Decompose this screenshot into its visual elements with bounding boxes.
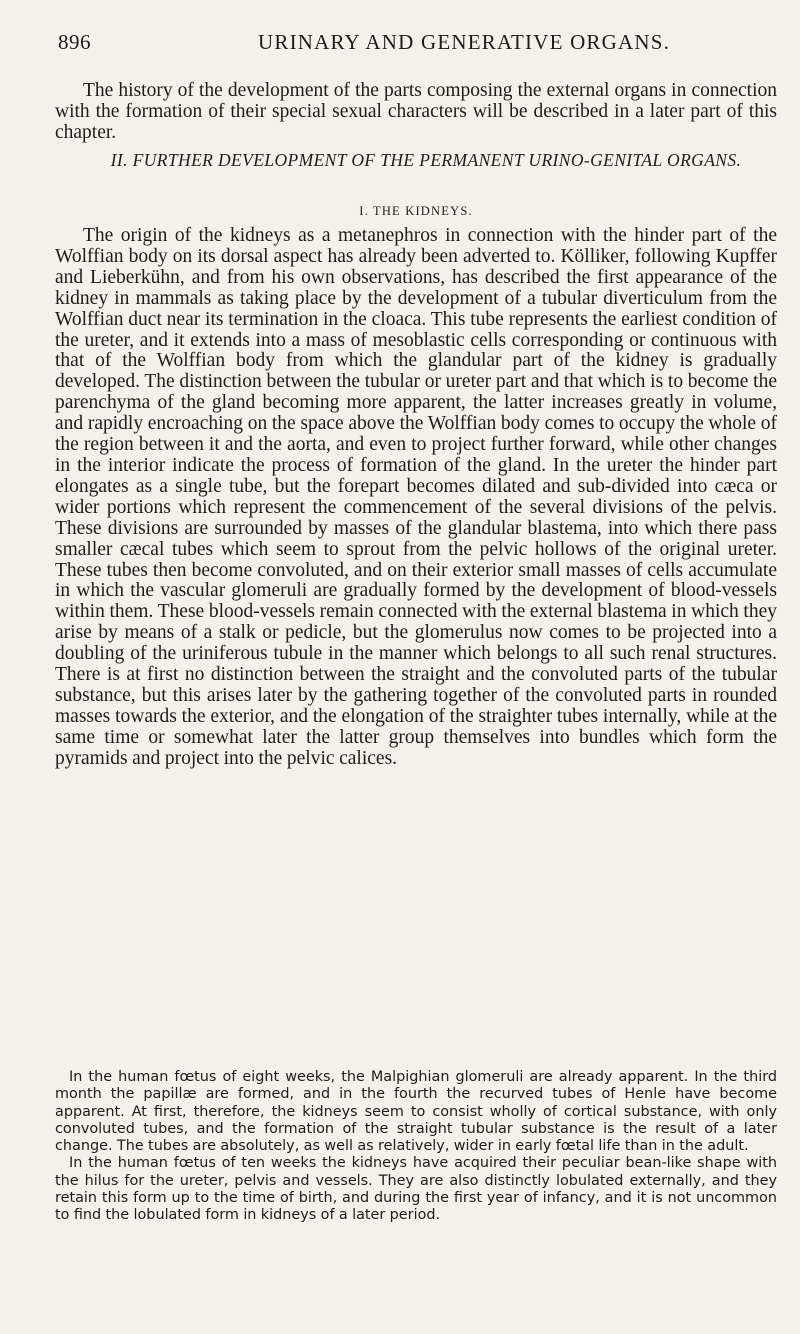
note-paragraph: In the human fœtus of eight weeks, the Malpighian glomeruli are already apparent. In the third month the papillæ are formed, and in the fourth the recurved tubes of Henle have become apparent. At first, therefore, the kidneys seem to consist wholly of cortical substance, with only convoluted tubes, and the formation of the straight tubular substance is the result of a later change. The tubes are absolutely, as well as relatively, wider in early fœtal life than in the adult. xyxy=(55,1069,777,1155)
main-paragraph: The origin of the kidneys as a metanephros in connection with the hinder part of the Wolffian body on its dorsal aspect has already been adverted to. Kölliker, following Kupffer and Lieberkühn, and from his own observations, has described the first appearance of the kidney in mammals as taking place by the development of a tubular diverticulum from the Wolffian duct near its termination in the cloaca. This tube represents the earliest condition of the ureter, and it extends into a mass of mesoblastic cells corresponding or continuous with that of the Wolffian body from which the glandular part of the kidney is gradually developed. The distinction between the tubular or ureter part and that which is to become the parenchyma of the gland becoming more apparent, the latter increases greatly in volume, and rapidly encroaching on the space above the Wolffian body comes to occupy the whole of the region between it and the aorta, and even to project further forward, while other changes in the interior indicate the process of formation of the gland. In the ureter the hinder part elongates as a single tube, but the forepart becomes dilated and sub-divided into cæca or wider portions which represent the commencement of the several divisions of the pelvis. These divisions are surrounded by masses of the glandular blastema, into which there pass smaller cæcal tubes which seem to sprout from the pelvic hollows of the original ureter. These tubes then become convoluted, and on their exterior small masses of cells accumulate in which the vascular glomeruli are gradually formed by the development of blood-vessels within them. These blood-vessels remain connected with the external blastema in which they arise by means of a stalk or pedicle, but the glomerulus now comes to be projected into a doubling of the uriniferous tubule in the manner which belongs to all such renal structures. There is at first no distinction between the straight and the convoluted parts of the tubular substance, but this arises later by the gathering together of the convoluted parts in rounded masses towards the exterior, and the elongation of the straighter tubes internally, while at the same time or somewhat later the latter group themselves into bundles which form the pyramids and project into the pelvic calices. xyxy=(55,225,777,769)
running-header xyxy=(0,22,800,62)
subsection-heading: I. THE KIDNEYS. xyxy=(359,204,473,218)
note-paragraph: In the human fœtus of ten weeks the kidneys have acquired their peculiar bean-like shape with the hilus for the ureter, pelvis and vessels. They are also distinctly lobulated externally, and they retain this form up to the time of birth, and during the first year of infancy, and it is not uncommon to find the lobulated form in kidneys of a later period. xyxy=(55,1155,777,1224)
section-heading: II. FURTHER DEVELOPMENT OF THE PERMANENT URINO-GENITAL ORGANS. xyxy=(110,150,742,170)
notes-block xyxy=(55,1069,777,1225)
page-number: 896 xyxy=(58,30,91,54)
intro-paragraph: The history of the development of the parts composing the external organs in connection with the formation of their special sexual characters will be described in a later part of this chapter. xyxy=(55,80,777,143)
running-title: URINARY AND GENERATIVE ORGANS. xyxy=(258,30,671,54)
